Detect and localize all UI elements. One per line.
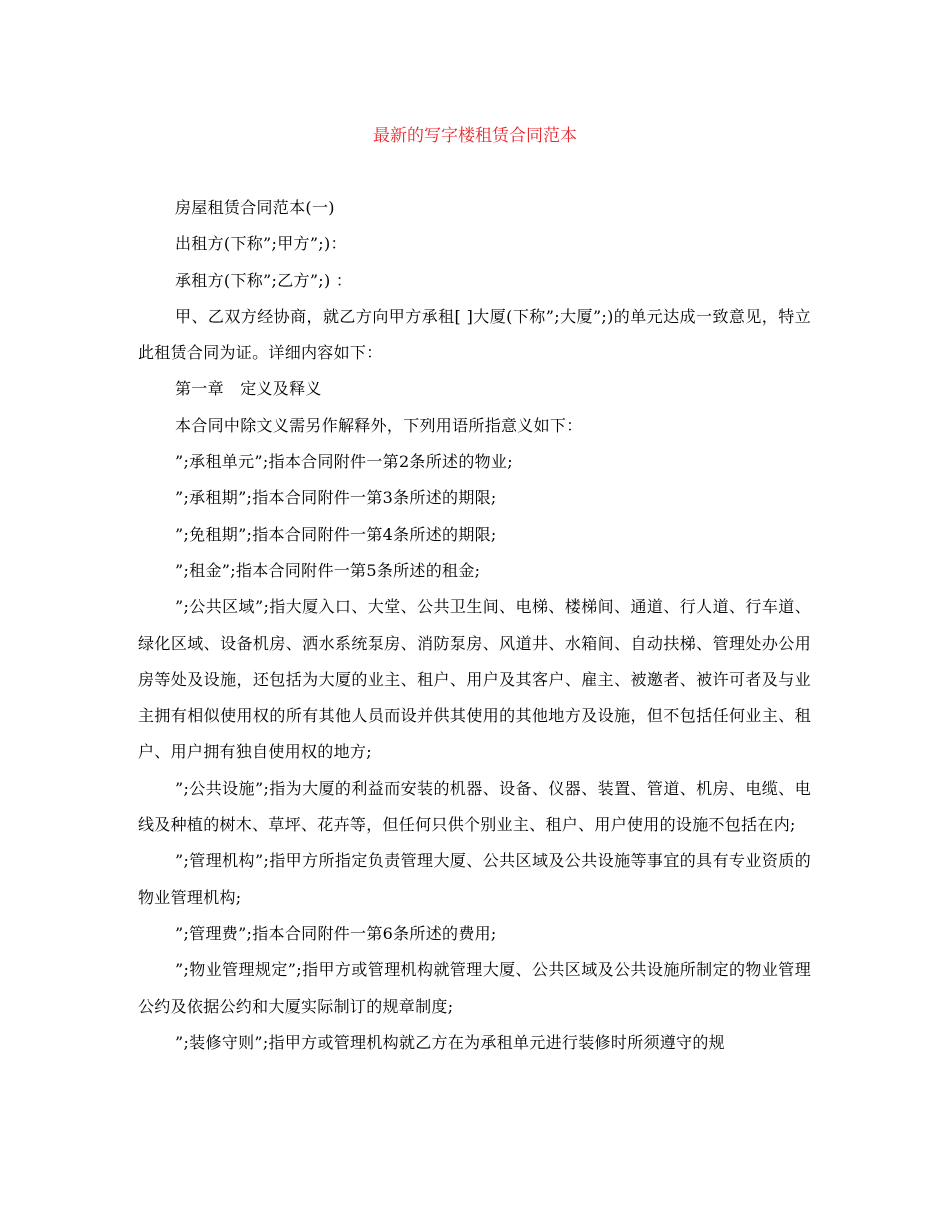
paragraph-def-management-agency: ”;管理机构”;指甲方所指定负责管理大厦、公共区域及公共设施等事宜的具有专业资质的物业管理机构; bbox=[138, 851, 811, 907]
paragraph-def-property-rules: ”;物业管理规定”;指甲方或管理机构就管理大厦、公共区域及公共设施所制定的物业管理公约及依据公约和大厦实际制订的规章制度; bbox=[138, 960, 811, 1016]
paragraph-def-public-facilities: ”;公共设施”;指为大厦的利益而安装的机器、设备、仪器、装置、管道、机房、电缆、电线及种植的树木、草坪、花卉等，但任何只供个别业主、租户、用户使用的设施不包括在内; bbox=[138, 778, 811, 835]
paragraph-def-rent: ”;租金”;指本合同附件一第5条所述的租金; bbox=[175, 560, 481, 580]
paragraph-contract-heading: 房屋租赁合同范本(一) bbox=[175, 198, 335, 217]
paragraph-definitions-intro: 本合同中除文义需另作解释外，下列用语所指意义如下： bbox=[175, 415, 583, 435]
paragraph-def-public-area: ”;公共区域”;指大厦入口、大堂、公共卫生间、电梯、楼梯间、通道、行人道、行车道、绿化区域、设备机房、洒水系统泵房、消防泵房、风道井、水箱间、自动扶梯、管理处办公用房等处及设施，还包括为大厦的业主、租户、用户及其客户、雇主、被邀者、被许可者及与业主拥有相似使用权的所有其他人员而设并供其使用的其他地方及设施，但不包括任何业主、租户、用户拥有独自使用权的地方; bbox=[138, 597, 811, 762]
paragraph-agreement: 甲、乙双方经协商，就乙方向甲方承租[ ]大厦(下称”;大厦”;)的单元达成一致意见，特立此租赁合同为证。详细内容如下： bbox=[138, 306, 811, 363]
paragraph-def-lease-term: ”;承租期”;指本合同附件一第3条所述的期限; bbox=[175, 488, 497, 508]
paragraph-lessee: 承租方(下称”;乙方”;) ： bbox=[175, 270, 353, 290]
paragraph-def-rent-free: ”;免租期”;指本合同附件一第4条所述的期限; bbox=[175, 524, 497, 544]
paragraph-def-management-fee: ”;管理费”;指本合同附件一第6条所述的费用; bbox=[175, 923, 497, 943]
paragraph-def-leased-unit: ”;承租单元”;指本合同附件一第2条所述的物业; bbox=[175, 452, 513, 472]
document-body bbox=[138, 190, 811, 1061]
paragraph-def-renovation-rules: ”;装修守则”;指甲方或管理机构就乙方在为承租单元进行装修时所须遵守的规 bbox=[175, 1032, 725, 1052]
paragraph-chapter-one: 第一章 定义及释义 bbox=[175, 379, 322, 399]
document-title: 最新的写字楼租赁合同范本 bbox=[373, 126, 577, 146]
paragraph-lessor: 出租方(下称”;甲方”;)： bbox=[175, 234, 347, 254]
